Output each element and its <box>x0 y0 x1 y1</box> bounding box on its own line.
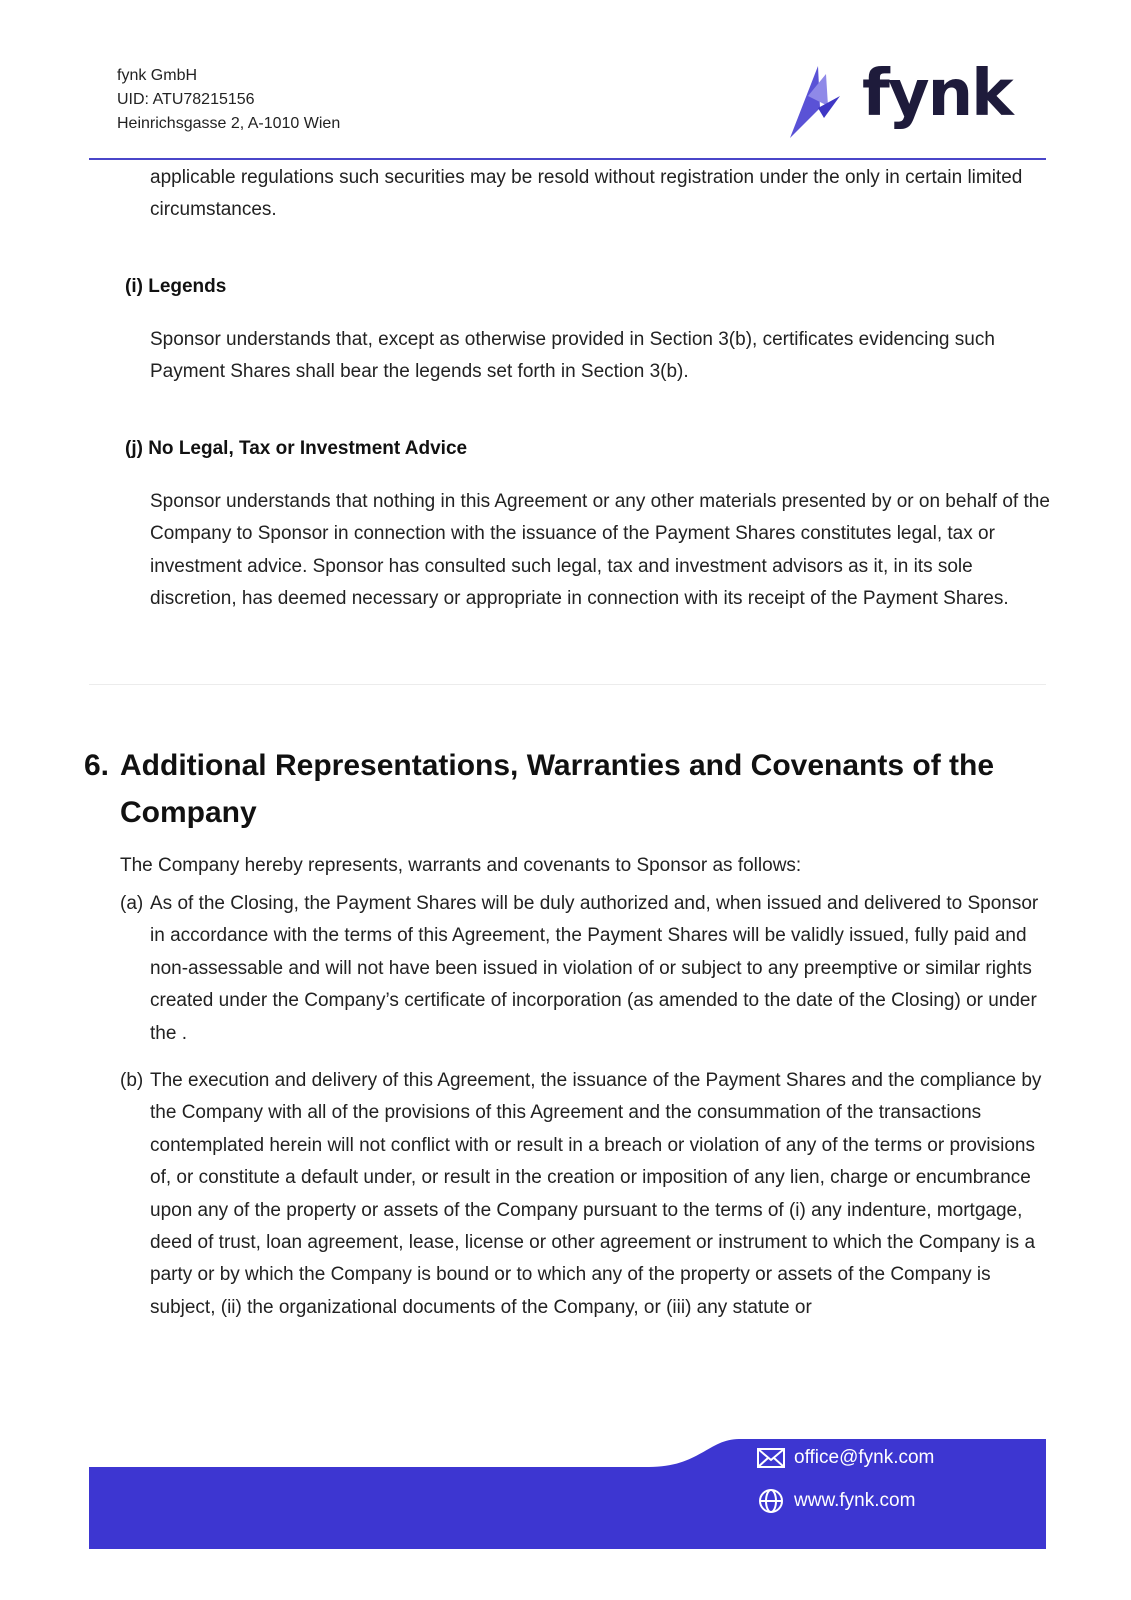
legends-paragraph: Sponsor understands that, except as otherwise provided in Section 3(b), certificates evidencing such Payment Shares shall bear the legends set forth in Section 3(b). <box>150 329 995 383</box>
no-advice-heading: (j) No Legal, Tax or Investment Advice <box>125 438 468 459</box>
legends-heading: (i) Legends <box>125 276 227 297</box>
list-item <box>120 1065 1050 1324</box>
list-item <box>120 888 1050 1050</box>
fynk-logo <box>808 57 1012 144</box>
header-divider <box>89 158 1046 160</box>
footer <box>89 1439 1046 1549</box>
section-6-title <box>84 742 1044 836</box>
list-item-text: As of the Closing, the Payment Shares will be duly authorized and, when issued and delivered to Sponsor in accordance with the terms of this Agreement, the Payment Shares will be validly issued, fully paid and non-assessable and will not have been issued in violation of or subject to any preemptive or similar rights created under the Company’s certificate of incorporation (as amended to the date of the Closing) or under the . <box>150 893 1039 1044</box>
company-address: Heinrichsgasse 2, A-1010 Wien <box>117 115 341 132</box>
company-info <box>117 64 340 136</box>
section-title-line1: Additional Representations, Warranties and Covenants of the <box>120 749 995 782</box>
continuation-paragraph: applicable regulations such securities may be resold without registration under the only in certain limited circumstances. <box>150 167 1023 221</box>
section-title-line2: Company <box>120 796 257 829</box>
logo-wordmark: fynk <box>862 57 1012 131</box>
footer-email-text[interactable]: office@fynk.com <box>794 1447 935 1468</box>
company-name: fynk GmbH <box>117 67 198 84</box>
globe-icon <box>756 1486 786 1516</box>
section-number: 6. <box>84 749 110 782</box>
list-item-label: (b) <box>120 1070 144 1091</box>
no-advice-paragraph: Sponsor understands that nothing in this Agreement or any other materials presented by or on behalf of the Company to Sponsor in connection with the issuance of the Payment Shares constitutes legal, tax or investment advice. Sponsor has consulted such legal, tax and investment advisors as it, in its sole discretion, has deemed necessary or appropriate in connection with its receipt of the Payment Shares. <box>150 491 1050 610</box>
section-separator <box>89 684 1046 685</box>
footer-website-text[interactable]: www.fynk.com <box>794 1490 916 1511</box>
mail-icon <box>756 1443 786 1473</box>
list-item-text: The execution and delivery of this Agreement, the issuance of the Payment Shares and the compliance by the Company with all of the provisions of this Agreement and the consummation of the transactions contemplated herein will not conflict with or result in a breach or violation of any of the terms or provisions of, or constitute a default under, or result in the creation or imposition of any lien, charge or encumbrance upon any of the property or assets of the Company pursuant to the terms of (i) any indenture, mortgage, deed of trust, loan agreement, lease, license or other agreement or instrument to which the Company is a party or by which the Company is bound or to which any of the property or assets of the Company is subject, (ii) the organizational documents of the Company, or (iii) any statute or <box>150 1070 1042 1318</box>
logo-bird-icon <box>788 60 848 144</box>
list-item-label: (a) <box>120 893 144 914</box>
footer-email[interactable] <box>756 1443 934 1473</box>
section-6-intro: The Company hereby represents, warrants and covenants to Sponsor as follows: <box>120 855 802 876</box>
footer-website[interactable] <box>756 1486 915 1516</box>
company-uid: UID: ATU78215156 <box>117 91 255 108</box>
